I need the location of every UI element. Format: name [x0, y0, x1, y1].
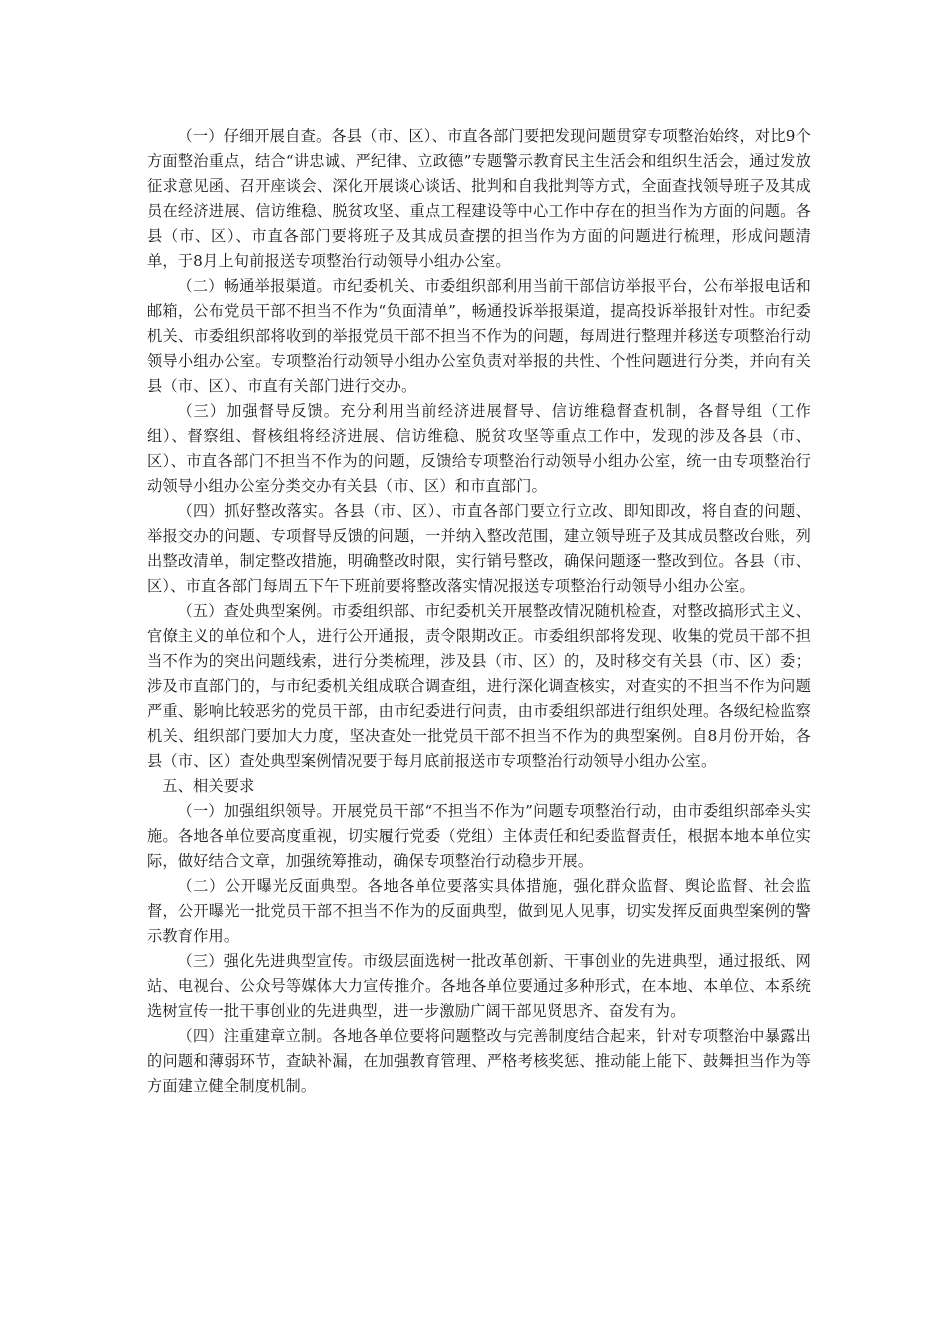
paragraph-institution-building: （四）注重建章立制。各地各单位要将问题整改与完善制度结合起来，针对专项整治中暴露出的问题和薄弱环节，查缺补漏，在加强教育管理、严格考核奖惩、推动能上能下、鼓舞担当作为等方面建立健全制度机制。	[147, 1027, 811, 1095]
document-body	[147, 124, 811, 1099]
paragraph-rectification: （四）抓好整改落实。各县（市、区）、市直各部门要立行立改、即知即改，将自查的问题、举报交办的问题、专项督导反馈的问题，一并纳入整改范围，建立领导班子及其成员整改台账，列出整改清单，制定整改措施，明确整改时限，实行销号整改，确保问题逐一整改到位。各县（市、区）、市直各部门每周五下午下班前要将整改落实情况报送专项整治行动领导小组办公室。	[147, 502, 811, 595]
paragraph-reporting-channels: （二）畅通举报渠道。市纪委机关、市委组织部利用当前干部信访举报平台，公布举报电话和邮箱，公布党员干部不担当不作为“负面清单”，畅通投诉举报渠道，提高投诉举报针对性。市纪委机关、市委组织部将收到的举报党员干部不担当不作为的问题，每周进行整理并移送专项整治行动领导小组办公室。专项整治行动领导小组办公室负责对举报的共性、个性问题进行分类，并向有关县（市、区）、市直有关部门进行交办。	[147, 277, 811, 395]
paragraph-supervision-feedback: （三）加强督导反馈。充分利用当前经济进展督导、信访维稳督查机制，各督导组（工作组）、督察组、督核组将经济进展、信访维稳、脱贫攻坚等重点工作中，发现的涉及各县（市、区）、市直各部门不担当不作为的问题，反馈给专项整治行动领导小组办公室，统一由专项整治行动领导小组办公室分类交办有关县（市、区）和市直部门。	[147, 402, 811, 495]
paragraph-advanced-examples: （三）强化先进典型宣传。市级层面选树一批改革创新、干事创业的先进典型，通过报纸、网站、电视台、公众号等媒体大力宣传推介。各地各单位要通过多种形式，在本地、本单位、本系统选树宣传一批干事创业的先进典型，进一步激励广阔干部见贤思齐、奋发有为。	[147, 952, 811, 1020]
paragraph-organization-leadership: （一）加强组织领导。开展党员干部“不担当不作为”问题专项整治行动，由市委组织部牵头实施。各地各单位要高度重视，切实履行党委（党组）主体责任和纪委监督责任，根据本地本单位实际，做好结合文章，加强统筹推动，确保专项整治行动稳步开展。	[147, 802, 811, 870]
section-heading-requirements: 五、相关要求	[162, 777, 255, 795]
paragraph-negative-examples: （二）公开曝光反面典型。各地各单位要落实具体措施，强化群众监督、舆论监督、社会监督，公开曝光一批党员干部不担当不作为的反面典型，做到见人见事，切实发挥反面典型案例的警示教育作用。	[147, 877, 811, 945]
paragraph-typical-cases: （五）查处典型案例。市委组织部、市纪委机关开展整改情况随机检查，对整改搞形式主义、官僚主义的单位和个人，进行公开通报，责令限期改正。市委组织部将发现、收集的党员干部不担当不作为的突出问题线索，进行分类梳理，涉及县（市、区）的，及时移交有关县（市、区）委；涉及市直部门的，与市纪委机关组成联合调查组，进行深化调查核实，对查实的不担当不作为问题严重、影响比较恶劣的党员干部，由市纪委进行问责，由市委组织部进行组织处理。各级纪检监察机关、组织部门要加大力度，坚决查处一批党员干部不担当不作为的典型案例。自8月份开始，各县（市、区）查处典型案例情况要于每月底前报送市专项整治行动领导小组办公室。	[147, 602, 811, 770]
paragraph-self-inspection: （一）仔细开展自查。各县（市、区）、市直各部门要把发现问题贯穿专项整治始终，对比9个方面整治重点，结合“讲忠诚、严纪律、立政德”专题警示教育民主生活会和组织生活会，通过发放征求意见函、召开座谈会、深化开展谈心谈话、批判和自我批判等方式，全面查找领导班子及其成员在经济进展、信访维稳、脱贫攻坚、重点工程建设等中心工作中存在的担当作为方面的问题。各县（市、区）、市直各部门要将班子及其成员查摆的担当作为方面的问题进行梳理，形成问题清单，于8月上旬前报送专项整治行动领导小组办公室。	[147, 127, 811, 270]
